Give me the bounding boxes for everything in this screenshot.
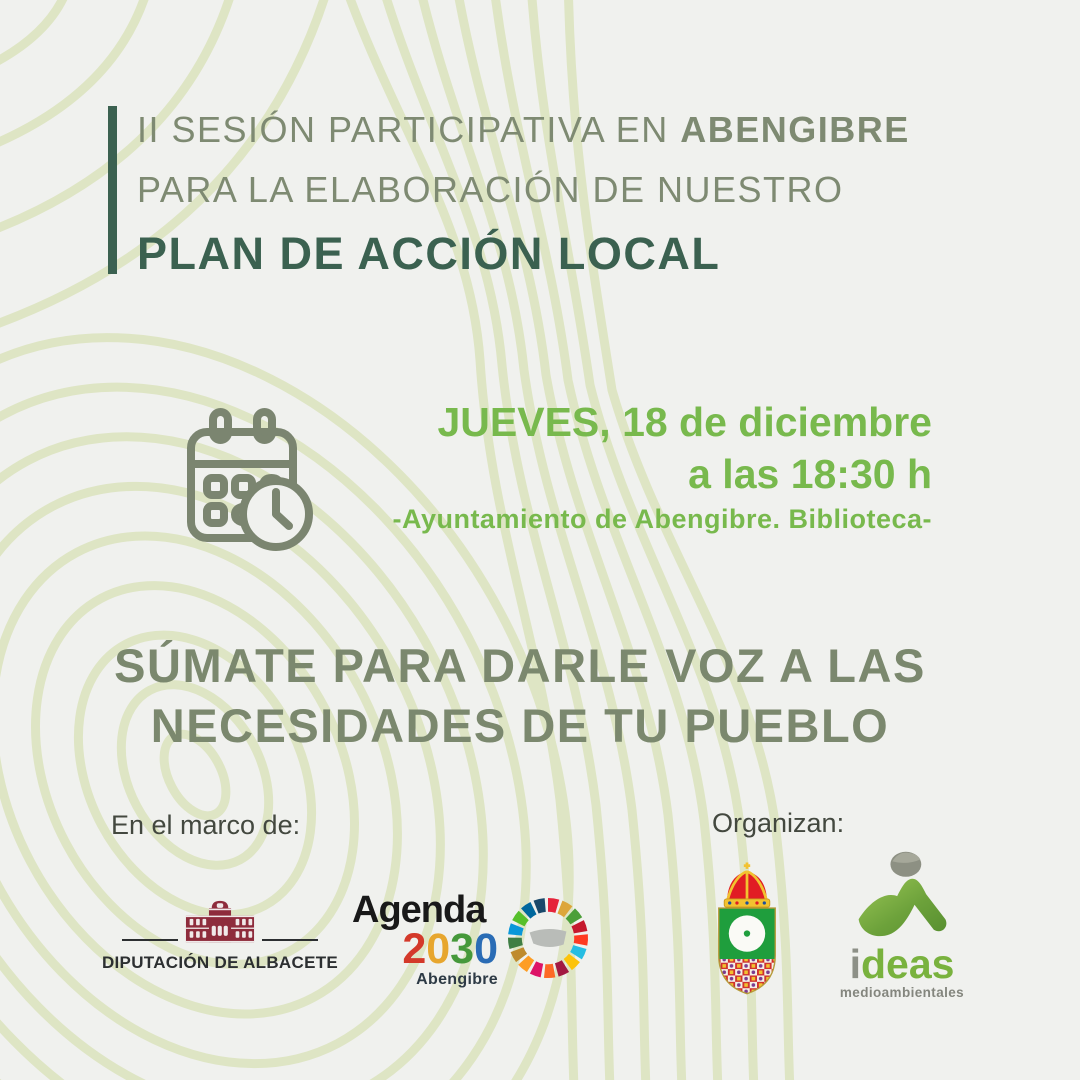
- digit-0b: 0: [474, 925, 498, 973]
- diputacion-albacete-logo: [101, 900, 339, 973]
- title-line-3: PLAN DE ACCIÓN LOCAL: [137, 228, 721, 279]
- title-line1-text: II SESIÓN PARTICIPATIVA EN: [137, 109, 681, 150]
- crown: [724, 862, 770, 907]
- title-line-2: PARA LA ELABORACIÓN DE NUESTRO: [137, 169, 844, 210]
- diputacion-name: DIPUTACIÓN DE ALBACETE: [101, 953, 339, 972]
- digit-3: 3: [450, 925, 475, 973]
- sdg-wheel-logo: [502, 892, 594, 984]
- title-line-1: [137, 100, 910, 160]
- title-line1-bold: ABENGIBRE: [680, 109, 910, 150]
- ideas-figure-icon: [849, 848, 955, 948]
- calendar-clock-icon: [176, 404, 318, 552]
- agenda-subtitle: Abengibre: [416, 971, 498, 988]
- ideas-word: [838, 941, 966, 987]
- message-line-1: SÚMATE PARA DARLE VOZ A LAS: [114, 639, 926, 692]
- title-block: [137, 100, 910, 286]
- event-time: a las 18:30 h: [688, 451, 932, 497]
- rule-left: [122, 939, 178, 941]
- ideas-word-i: i: [849, 941, 861, 987]
- organizers-label: Organizan:: [712, 808, 845, 838]
- agenda-2030-logo: [352, 890, 498, 989]
- agenda-digits: [352, 925, 498, 973]
- digit-2: 2: [402, 925, 427, 973]
- message-line-2: NECESIDADES DE TU PUEBLO: [150, 699, 890, 752]
- diputacion-building-icon: [184, 900, 256, 946]
- event-details: [392, 396, 932, 538]
- sdg-center-shape: [530, 929, 567, 947]
- main-message: [0, 636, 1040, 756]
- ideas-medioambientales-logo: [838, 848, 966, 1000]
- rule-right: [262, 939, 318, 941]
- event-date: JUEVES, 18 de diciembre: [437, 399, 932, 445]
- agenda-word: Agenda: [352, 889, 486, 931]
- ideas-subtitle: medioambientales: [839, 985, 965, 1000]
- event-location: -Ayuntamiento de Abengibre. Biblioteca-: [392, 504, 932, 534]
- diputacion-building-row: [122, 900, 318, 946]
- framework-label: En el marco de:: [111, 810, 301, 840]
- digit-0a: 0: [426, 925, 451, 973]
- abengibre-coat-of-arms: [706, 856, 788, 1002]
- ideas-word-deas: deas: [860, 941, 955, 987]
- title-accent-bar: [108, 106, 117, 274]
